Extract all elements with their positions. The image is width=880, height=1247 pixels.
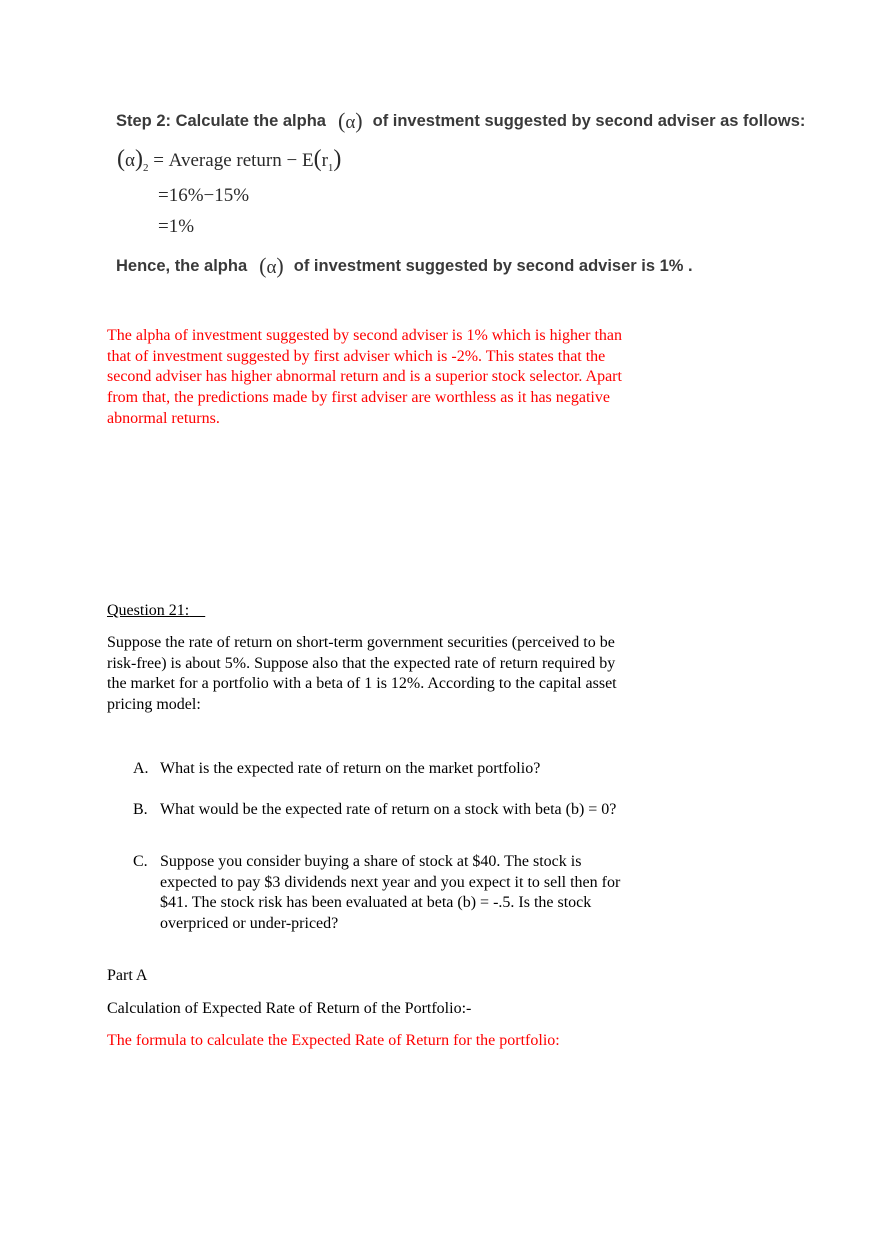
alpha-symbol: (α) bbox=[259, 253, 284, 278]
question-body: Suppose the rate of return on short-term government securities (perceived to be risk-free) is about 5%. Suppose also that the expected rate of return required by the market for a portfolio with a beta of 1 is 12%. According to the capital asset pricing model: bbox=[107, 634, 617, 714]
step2-heading bbox=[116, 108, 805, 134]
step2-prefix: Step 2: Calculate the alpha bbox=[116, 111, 326, 130]
explanation-paragraph: The alpha of investment suggested by second adviser is 1% which is higher than that of investment suggested by first adviser which is -2%. This states that the second adviser has higher abnormal return and is a superior stock selector. Apart from that, the predictions made by first adviser are worthless as it has negative abnormal returns. bbox=[107, 327, 622, 427]
equation-line-1: $(\alpha)_2$ = Average return − $E(r_1)$ bbox=[117, 146, 342, 174]
part-a-heading: Part A bbox=[107, 967, 148, 984]
part-a-formula-line: The formula to calculate the Expected Rate of Return for the portfolio: bbox=[107, 1032, 560, 1049]
eq-alpha: α bbox=[125, 150, 135, 171]
alpha-symbol: (α) bbox=[337, 108, 363, 133]
list-item-c: C. Suppose you consider buying a share of stock at $40. The stock is expected to pay $3 dividends next year and you expect it to sell then for $41. The stock risk has been evaluated at beta (b) = -.5. Is the stock overpriced or under-priced? bbox=[133, 853, 621, 933]
list-item-a: A. What is the expected rate of return on the market portfolio? bbox=[133, 760, 541, 777]
eq-alpha-subscript: 2 bbox=[142, 161, 149, 174]
step2-suffix: of investment suggested by second adviser as follows: bbox=[372, 111, 806, 130]
equation-line-2: =16%−15% bbox=[158, 185, 250, 206]
hence-conclusion: Hence, the alpha (α) of investment suggested by second adviser is 1% . bbox=[116, 253, 693, 278]
list-item-b: B. What would be the expected rate of return on a stock with beta (b) = 0? bbox=[133, 801, 617, 818]
question-heading: Question 21: bbox=[107, 602, 190, 619]
part-a-calc-line: Calculation of Expected Rate of Return of the Portfolio:- bbox=[107, 1000, 472, 1017]
eq-line1-rhs: = Average return − E bbox=[153, 150, 314, 171]
equation-line-3: =1% bbox=[158, 216, 195, 237]
